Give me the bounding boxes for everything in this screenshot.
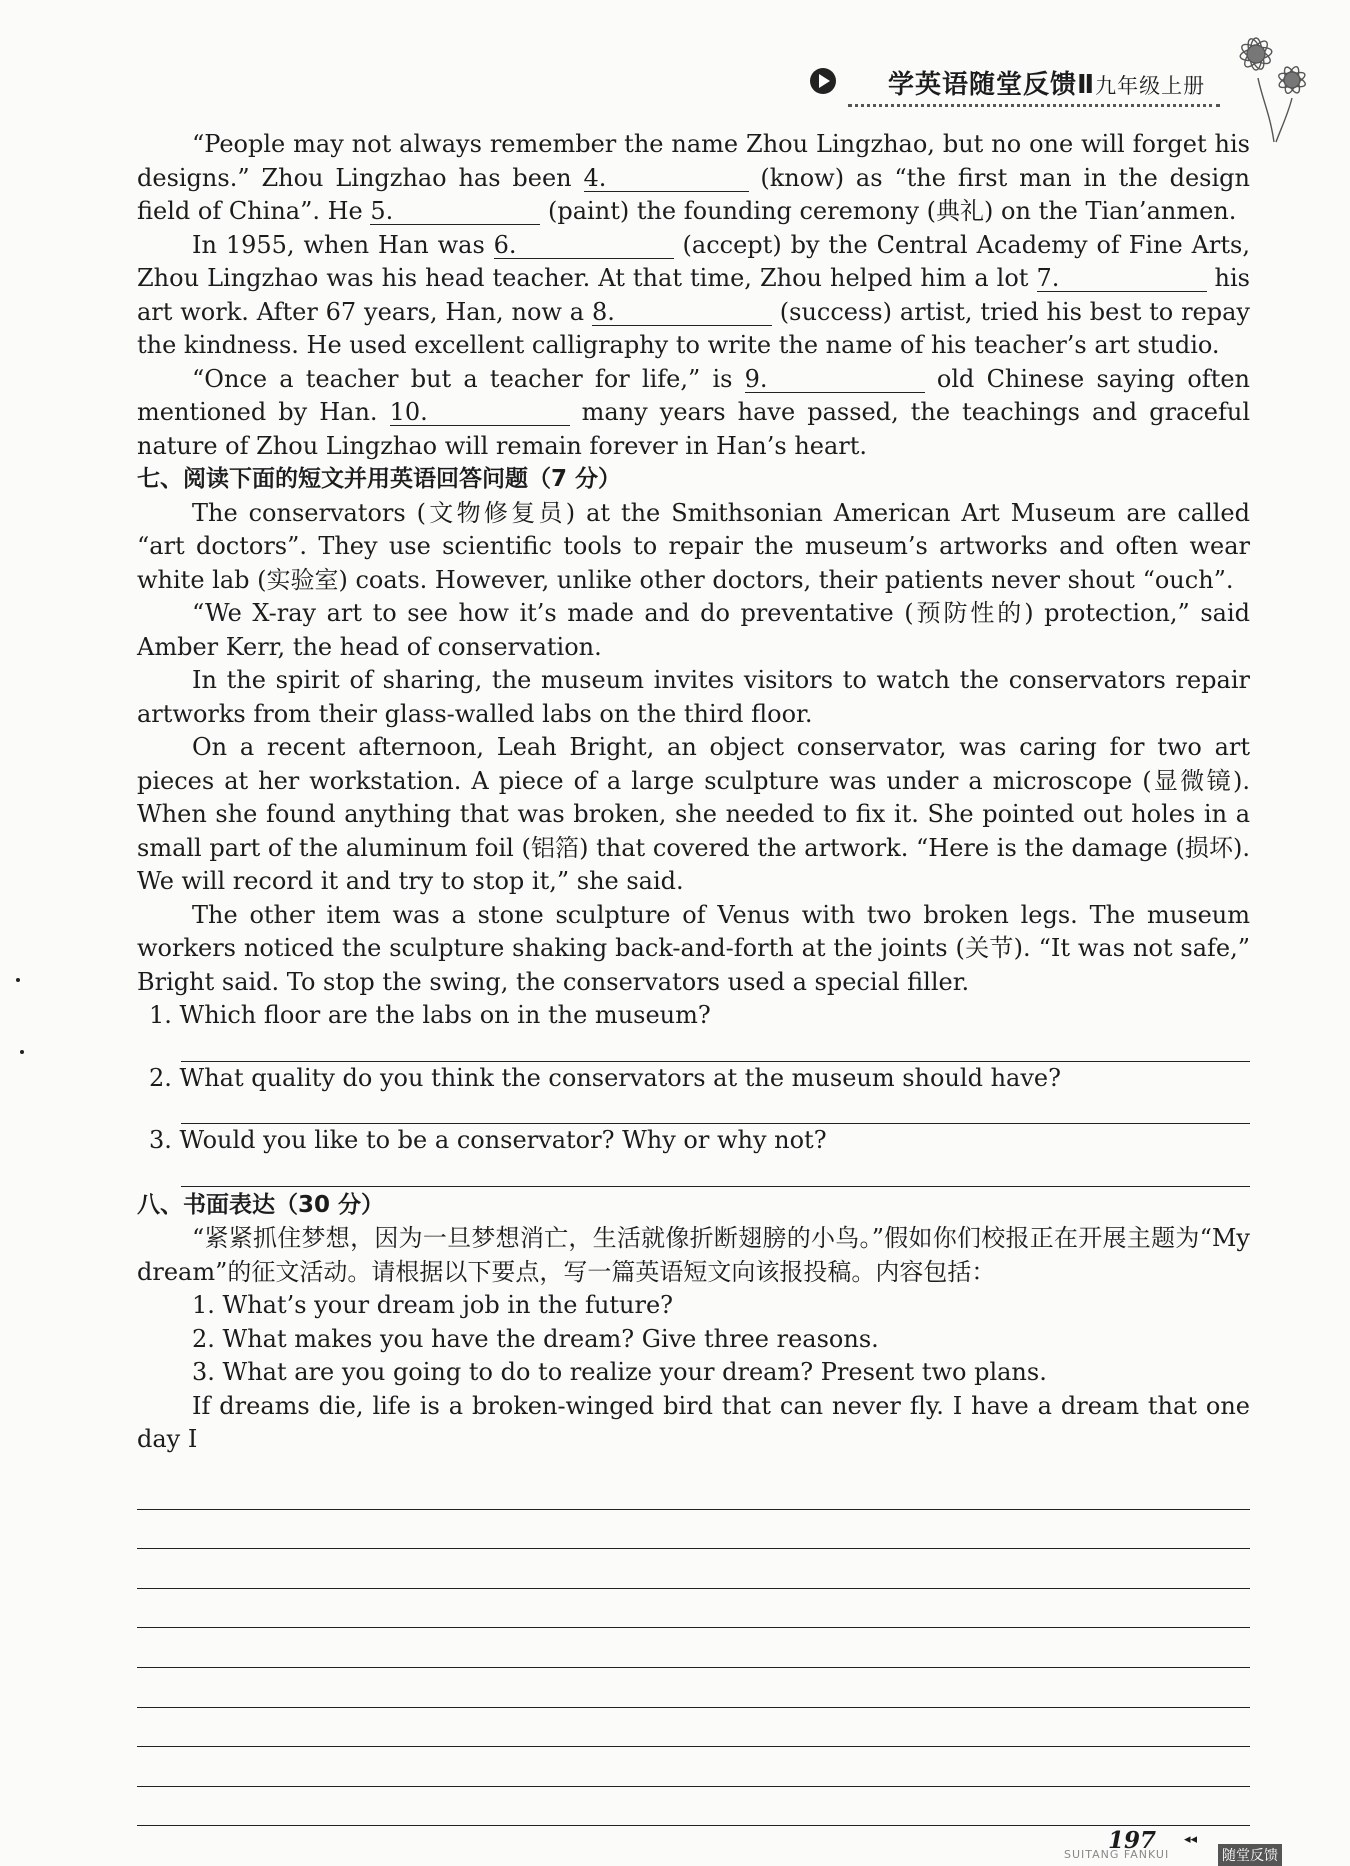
reading-paragraph: In the spirit of sharing, the museum invites visitors to watch the conservators repair artworks from their glass-walled labs on the third floor.	[137, 666, 1250, 728]
writing-line[interactable]	[137, 1510, 1250, 1550]
footer-tag-zh: 随堂反馈	[1218, 1844, 1282, 1866]
section-7-title: 七、阅读下面的短文并用英语回答问题（7 分）	[137, 466, 622, 492]
reading-paragraph: “We X-ray art to see how it’s made and do preventative (预防性的) protection,” said Amber Kerr, the head of conservation.	[137, 599, 1250, 661]
question-2: 2. What quality do you think the conservators at the museum should have?	[149, 1063, 1061, 1092]
writing-starter: If dreams die, life is a broken-winged bird that can never fly. I have a dream that one day I	[137, 1391, 1250, 1453]
writing-line[interactable]	[137, 1668, 1250, 1708]
passage-paragraph: “People may not always remember the name Zhou Lingzhao, but no one will forget his designs.” Zhou Lingzhao has been 4. (know) as “the first man in the design field of China”. He 5. (paint) the founding ceremony (典礼) on the Tian’anmen.	[137, 130, 1250, 225]
writing-line[interactable]	[137, 1470, 1250, 1510]
writing-area[interactable]	[137, 1470, 1250, 1826]
writing-point: 1. What’s your dream job in the future?	[192, 1291, 674, 1319]
header-dotted-rule	[848, 104, 1220, 107]
page-header	[810, 60, 1210, 100]
writing-line[interactable]	[137, 1708, 1250, 1748]
writing-line[interactable]	[137, 1589, 1250, 1629]
blank-4[interactable]: 4.	[584, 165, 749, 192]
footer-tag-en: SUITANG FANKUI	[1064, 1848, 1170, 1861]
book-title: 学英语随堂反馈Ⅱ九年级上册	[888, 70, 1206, 100]
reading-paragraph: The conservators (文物修复员) at the Smithsonian American Art Museum are called “art doctors”. They use scientific tools to repair the museum’s artworks and often wear white lab (实验室) coats. However, unlike other doctors, their patients never shout “ouch”.	[137, 498, 1250, 594]
reading-paragraph: On a recent afternoon, Leah Bright, an object conservator, was caring for two art pieces at her workstation. A piece of a large sculpture was under a microscope (显微镜). When she found anything that was broken, she needed to fix it. She pointed out holes in a small part of the aluminum foil (铝箔) that covered the artwork. “Here is the damage (损坏). We will record it and try to stop it,” she said.	[137, 733, 1250, 895]
writing-point: 3. What are you going to do to realize your dream? Present two plans.	[192, 1358, 1047, 1386]
margin-mark	[16, 978, 20, 982]
blank-10[interactable]: 10.	[390, 399, 570, 426]
grade-label: 九年级上册	[1095, 74, 1206, 98]
writing-point: 2. What makes you have the dream? Give three reasons.	[192, 1324, 879, 1353]
passage-paragraph: “Once a teacher but a teacher for life,” is 9. old Chinese saying often mentioned by Han. 10. many years have passed, the teachings and graceful nature of Zhou Lingzhao will remain forever in Han’s heart.	[137, 364, 1251, 460]
page-number: 197	[1108, 1827, 1157, 1854]
blank-7[interactable]: 7.	[1037, 265, 1207, 292]
page-content	[137, 128, 1250, 1457]
writing-line[interactable]	[137, 1787, 1250, 1827]
blank-9[interactable]: 9.	[745, 366, 925, 393]
section-8-title: 八、书面表达（30 分）	[137, 1191, 385, 1218]
play-circle-icon	[810, 68, 836, 94]
writing-line[interactable]	[137, 1549, 1250, 1589]
question-3: 3. Would you like to be a conservator? Why or why not?	[149, 1126, 827, 1154]
passage-paragraph: In 1955, when Han was 6. (accept) by the Central Academy of Fine Arts, Zhou Lingzhao was his head teacher. At that time, Zhou helped him a lot 7. his art work. After 67 years, Han, now a 8. (success) artist, tried his best to repay the kindness. He used excellent calligraphy to write the name of his teacher’s art studio.	[137, 230, 1250, 359]
blank-5[interactable]: 5.	[370, 198, 540, 225]
margin-mark	[20, 1050, 24, 1054]
question-1: 1. Which floor are the labs on in the museum?	[149, 1001, 711, 1029]
writing-prompt: “紧紧抓住梦想，因为一旦梦想消亡，生活就像折断翅膀的小鸟。”假如你们校报正在开展主题为“My dream”的征文活动。请根据以下要点，写一篇英语短文向该报投稿。内容包括：	[137, 1224, 1250, 1286]
arrow-left-icon: ◂◂	[1184, 1832, 1198, 1847]
writing-line[interactable]	[137, 1747, 1250, 1787]
writing-line[interactable]	[137, 1628, 1250, 1668]
blank-6[interactable]: 6.	[494, 232, 674, 259]
footer-tag	[1064, 1844, 1282, 1864]
blank-8[interactable]: 8.	[592, 299, 772, 326]
reading-paragraph: The other item was a stone sculpture of Venus with two broken legs. The museum workers noticed the sculpture shaking back-and-forth at the joints (关节). “It was not safe,” Bright said. To stop the swing, the conservators used a special filler.	[137, 900, 1250, 996]
